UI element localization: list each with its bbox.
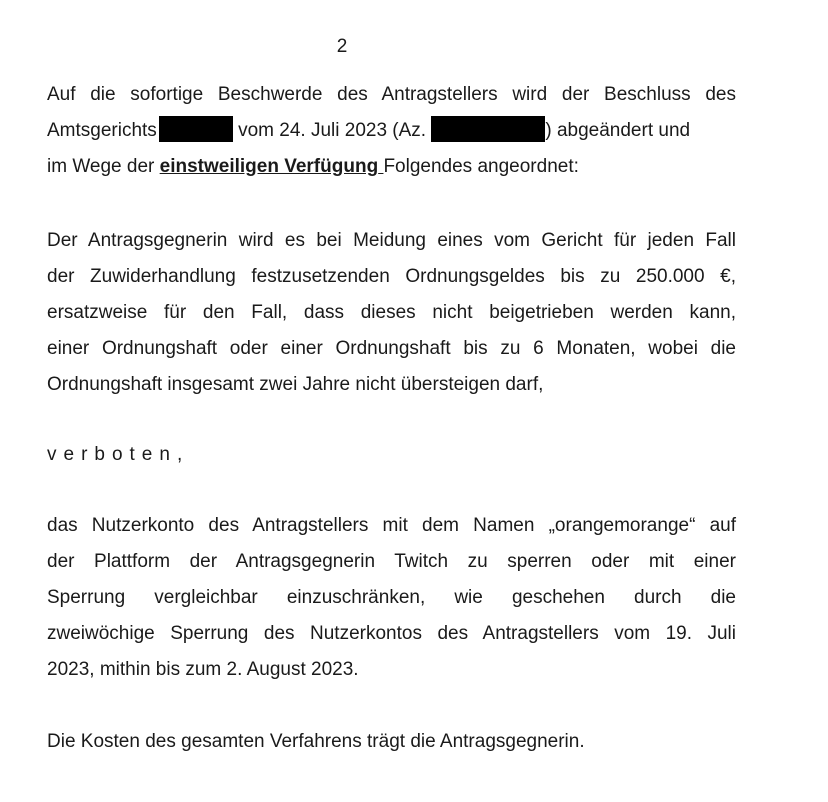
prohibited-heading: verboten, [47, 444, 190, 465]
court-label: Amtsgerichts [47, 120, 157, 141]
ordered-text: Folgendes angeordnet: [383, 156, 579, 177]
paragraph-line: einer Ordnungshaft oder einer Ordnungshaft bis zu 6 Monaten, wobei die [47, 338, 736, 359]
paragraph-line: zweiwöchige Sperrung des Nutzerkontos des Antragstellers vom 19. Juli [47, 623, 736, 644]
paragraph-line: ersatzweise für den Fall, dass dieses nicht beigetrieben werden kann, [47, 302, 736, 323]
redaction-case-number [431, 116, 545, 142]
page-number: 2 [336, 36, 348, 57]
paragraph-account-block [47, 508, 736, 688]
paragraph-line: das Nutzerkonto des Antragstellers mit dem Namen „orangemorange“ auf [47, 515, 736, 536]
redaction-court-name [159, 116, 233, 142]
amended-text: ) abgeändert und [545, 120, 691, 141]
paragraph-line: der Zuwiderhandlung festzusetzenden Ordnungsgeldes bis zu 250.000 €, [47, 266, 736, 287]
paragraph-line: Ordnungshaft insgesamt zwei Jahre nicht übersteigen darf, [47, 374, 544, 395]
decision-date-text: vom 24. Juli 2023 (Az. [238, 120, 427, 141]
paragraph-line: 2023, mithin bis zum 2. August 2023. [47, 659, 359, 680]
paragraph-line: Die Kosten des gesamten Verfahrens trägt die Antragsgegnerin. [47, 731, 585, 752]
paragraph-line: Sperrung vergleichbar einzuschränken, wie geschehen durch die [47, 587, 736, 608]
paragraph-line: der Plattform der Antragsgegnerin Twitch zu sperren oder mit einer [47, 551, 736, 572]
paragraph-line: Der Antragsgegnerin wird es bei Meidung eines vom Gericht für jeden Fall [47, 230, 736, 251]
paragraph-penalty [47, 223, 736, 403]
paragraph-prohibited [47, 437, 736, 473]
paragraph-costs [47, 724, 736, 760]
emphasis-injunction: einstweiligen Verfügung [159, 156, 379, 177]
procedure-text: im Wege der [47, 156, 155, 177]
paragraph-line [47, 149, 736, 185]
paragraph-line: Auf die sofortige Beschwerde des Antragstellers wird der Beschluss des [47, 84, 736, 105]
paragraph-order-intro [47, 77, 736, 185]
paragraph-line [47, 113, 736, 149]
